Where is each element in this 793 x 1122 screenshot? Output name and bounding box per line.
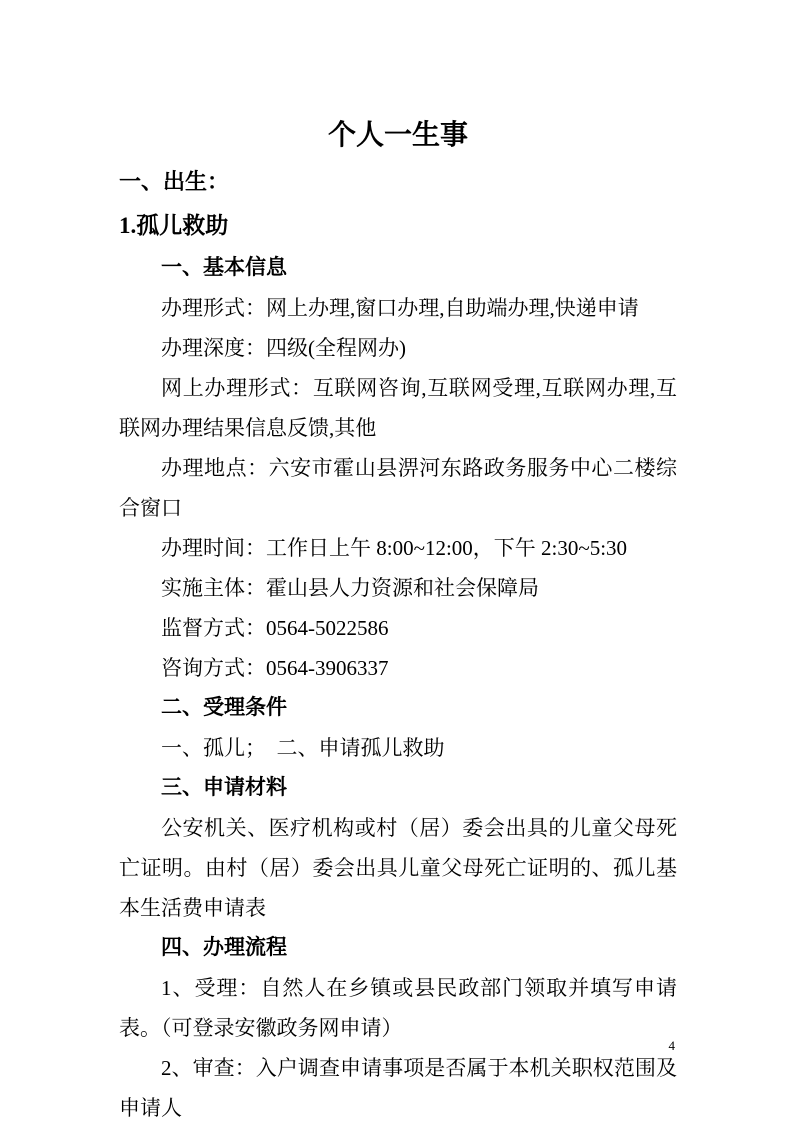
paragraph-acceptance-conditions: 一、孤儿； 二、申请孤儿救助 <box>161 736 445 760</box>
paragraph-online-handling-form: 网上办理形式：互联网咨询,互联网受理,互联网办理,互联网办理结果信息反馈,其他 <box>119 376 677 440</box>
page-number: 4 <box>668 1038 675 1053</box>
paragraph-supervision-phone: 监督方式：0564-5022586 <box>161 616 389 640</box>
chapter-heading-birth: 一、出生： <box>119 169 230 194</box>
section-heading-acceptance-conditions: 二、受理条件 <box>161 696 287 719</box>
paragraph-handling-form: 办理形式：网上办理,窗口办理,自助端办理,快递申请 <box>161 296 639 320</box>
doc-title: 个人一生事 <box>327 120 468 151</box>
document-content <box>119 112 677 1122</box>
item-heading-orphan-aid: 1.孤儿救助 <box>119 213 229 238</box>
section-heading-handling-process: 四、办理流程 <box>161 936 287 959</box>
paragraph-process-step-1: 1、受理：自然人在乡镇或县民政部门领取并填写申请表。（可登录安徽政务网申请） <box>119 976 677 1040</box>
paragraph-handling-hours: 办理时间：工作日上午 8:00~12:00，下午 2:30~5:30 <box>161 536 628 560</box>
section-heading-application-materials: 三、申请材料 <box>161 776 287 799</box>
paragraph-handling-depth: 办理深度：四级(全程网办) <box>161 336 406 360</box>
paragraph-process-step-2: 2、审查：入户调查申请事项是否属于本机关职权范围及申请人 <box>119 1056 677 1120</box>
paragraph-implementing-body: 实施主体：霍山县人力资源和社会保障局 <box>161 576 539 600</box>
section-heading-basic-info: 一、基本信息 <box>161 256 287 279</box>
paragraph-handling-location: 办理地点：六安市霍山县淠河东路政务服务中心二楼综合窗口 <box>119 456 677 520</box>
paragraph-consultation-phone: 咨询方式：0564-3906337 <box>161 656 389 680</box>
paragraph-application-materials: 公安机关、医疗机构或村（居）委会出具的儿童父母死亡证明。由村（居）委会出具儿童父母死亡证明的、孤儿基本生活费申请表 <box>119 816 677 920</box>
